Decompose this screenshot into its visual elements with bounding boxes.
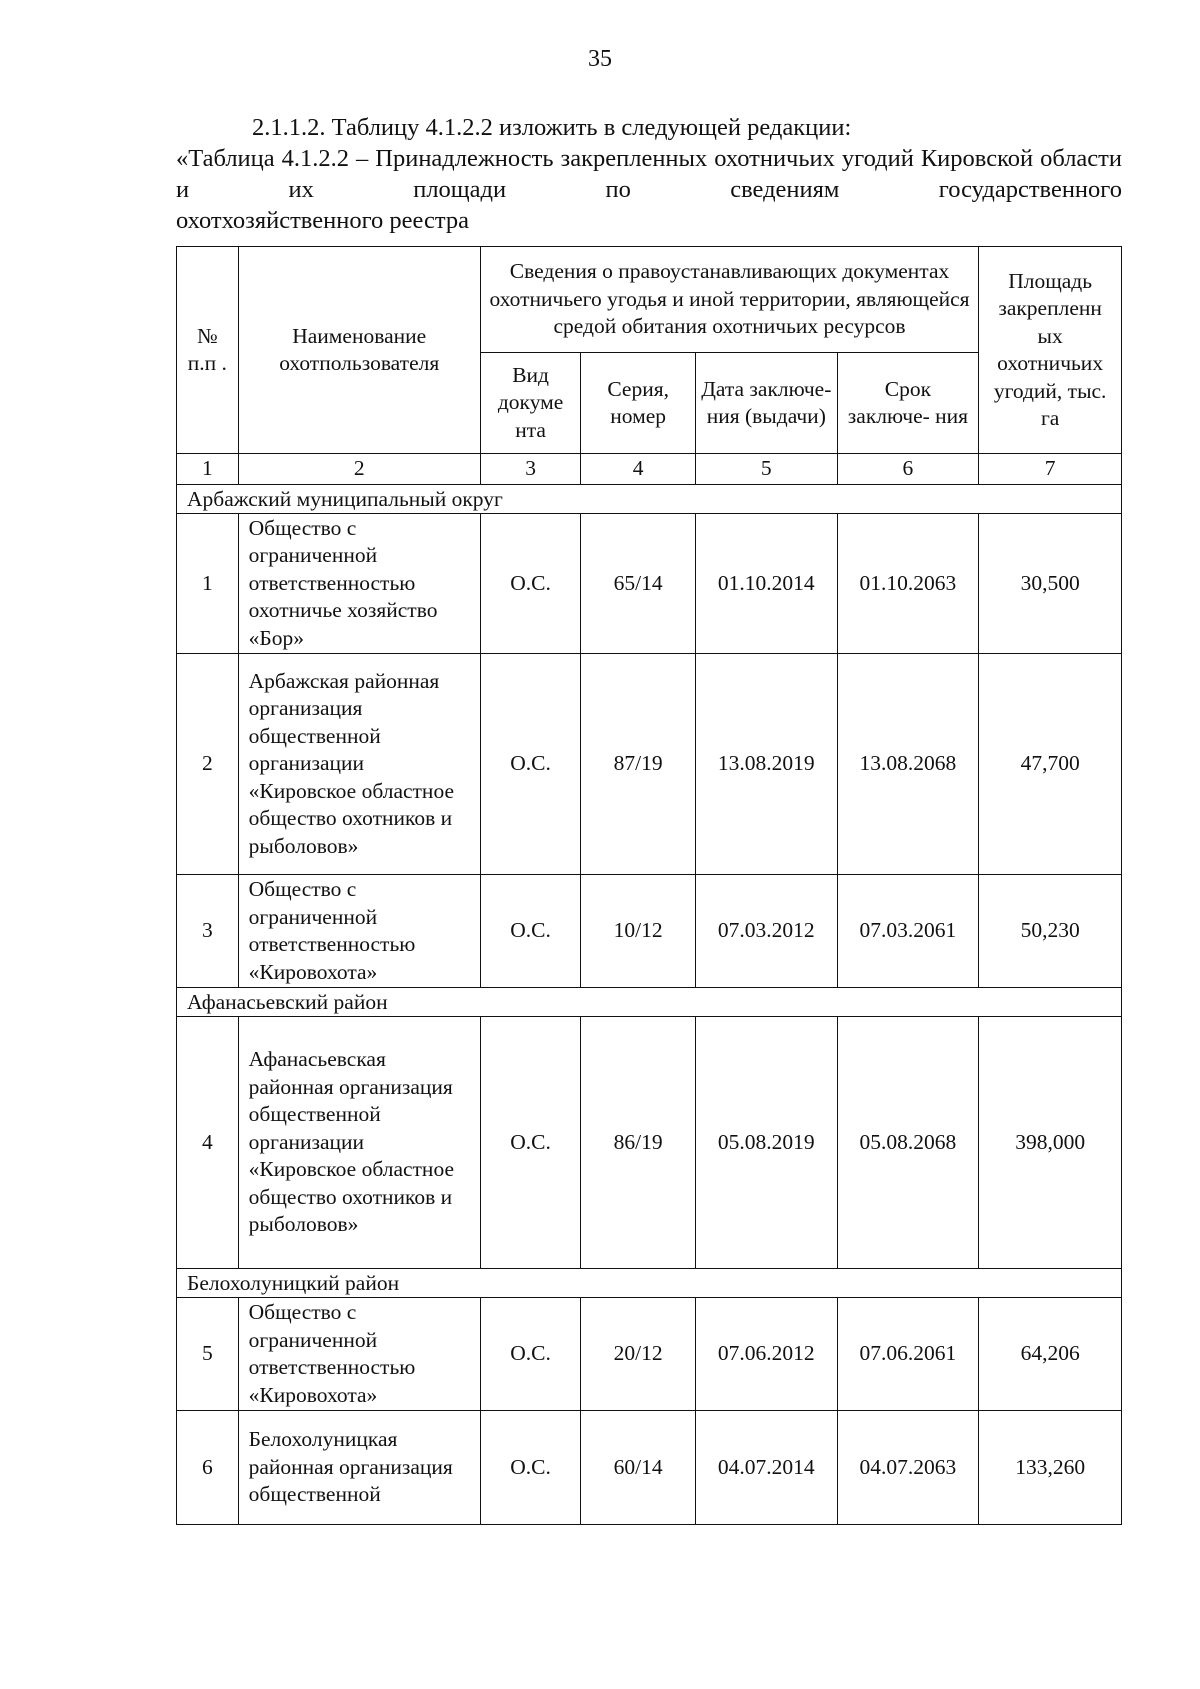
- doc-date: 01.10.2014: [695, 513, 837, 654]
- user-name: Общество с ограниченной ответственностью «Кировохота»: [238, 1298, 480, 1411]
- doc-date: 13.08.2019: [695, 654, 837, 875]
- doc-type: О.С.: [480, 1017, 581, 1269]
- header-doc-type: Вид докуме нта: [480, 353, 581, 454]
- doc-series: 65/14: [581, 513, 696, 654]
- doc-type: О.С.: [480, 1298, 581, 1411]
- row-number: 5: [177, 1298, 239, 1411]
- table-row: [177, 1017, 1122, 1269]
- region-heading: Афанасьевский район: [177, 988, 1122, 1017]
- header-term: Срок заключе- ния: [837, 353, 979, 454]
- user-name: Общество с ограниченной ответственностью охотничье хозяйство «Бор»: [238, 513, 480, 654]
- column-number: 2: [238, 454, 480, 485]
- row-number: 2: [177, 654, 239, 875]
- doc-type: О.С.: [480, 1411, 581, 1525]
- doc-type: О.С.: [480, 875, 581, 988]
- doc-type: О.С.: [480, 654, 581, 875]
- doc-term: 01.10.2063: [837, 513, 979, 654]
- column-number: 4: [581, 454, 696, 485]
- area-value: 50,230: [979, 875, 1122, 988]
- doc-series: 60/14: [581, 1411, 696, 1525]
- doc-date: 07.06.2012: [695, 1298, 837, 1411]
- header-user: Наименование охотпользователя: [238, 247, 480, 454]
- region-heading: Арбажский муниципальный округ: [177, 484, 1122, 513]
- area-value: 47,700: [979, 654, 1122, 875]
- row-number: 1: [177, 513, 239, 654]
- column-number: 3: [480, 454, 581, 485]
- area-value: 30,500: [979, 513, 1122, 654]
- user-name: Белохолуницкая районная организация общественной: [238, 1411, 480, 1525]
- doc-series: 87/19: [581, 654, 696, 875]
- row-number: 3: [177, 875, 239, 988]
- doc-series: 10/12: [581, 875, 696, 988]
- table-row: [177, 1298, 1122, 1411]
- header-documents: Сведения о правоустанавливающих документах охотничьего угодья и иной территории, являющейся средой обитания охотничьих ресурсов: [480, 247, 978, 353]
- intro-text: [176, 112, 1122, 236]
- column-number: 5: [695, 454, 837, 485]
- user-name: Афанасьевская районная организация общественной организации «Кировское областное общество охотников и рыболовов»: [238, 1017, 480, 1269]
- doc-type: О.С.: [480, 513, 581, 654]
- user-name: Общество с ограниченной ответственностью «Кировохота»: [238, 875, 480, 988]
- doc-date: 05.08.2019: [695, 1017, 837, 1269]
- intro-line-1: 2.1.1.2. Таблицу 4.1.2.2 изложить в следующей редакции:: [252, 114, 852, 141]
- doc-date: 04.07.2014: [695, 1411, 837, 1525]
- table-caption: «Таблица 4.1.2.2 – Принадлежность закрепленных охотничьих угодий Кировской области и их площади по сведениям государственного: [176, 145, 1122, 203]
- doc-term: 07.03.2061: [837, 875, 979, 988]
- doc-term: 13.08.2068: [837, 654, 979, 875]
- doc-term: 07.06.2061: [837, 1298, 979, 1411]
- doc-series: 20/12: [581, 1298, 696, 1411]
- area-value: 64,206: [979, 1298, 1122, 1411]
- doc-term: 05.08.2068: [837, 1017, 979, 1269]
- row-number: 6: [177, 1411, 239, 1525]
- header-date-issue: Дата заключе- ния (выдачи): [695, 353, 837, 454]
- row-number: 4: [177, 1017, 239, 1269]
- hunting-grounds-table: [176, 246, 1122, 1525]
- column-number: 1: [177, 454, 239, 485]
- column-number: 6: [837, 454, 979, 485]
- table-row: [177, 513, 1122, 654]
- header-area: Площадь закрепленн ых охотничьих угодий, тыс. га: [979, 247, 1122, 454]
- table-caption-end: охотхозяйственного реестра: [176, 207, 469, 234]
- table-row: [177, 875, 1122, 988]
- column-number: 7: [979, 454, 1122, 485]
- doc-date: 07.03.2012: [695, 875, 837, 988]
- user-name: Арбажская районная организация общественной организации «Кировское областное общество охотников и рыболовов»: [238, 654, 480, 875]
- header-series: Серия, номер: [581, 353, 696, 454]
- doc-term: 04.07.2063: [837, 1411, 979, 1525]
- table-row: [177, 1411, 1122, 1525]
- area-value: 133,260: [979, 1411, 1122, 1525]
- table-row: [177, 654, 1122, 875]
- page-number: 35: [588, 46, 612, 72]
- doc-series: 86/19: [581, 1017, 696, 1269]
- area-value: 398,000: [979, 1017, 1122, 1269]
- region-heading: Белохолуницкий район: [177, 1269, 1122, 1298]
- header-number: № п.п .: [177, 247, 239, 454]
